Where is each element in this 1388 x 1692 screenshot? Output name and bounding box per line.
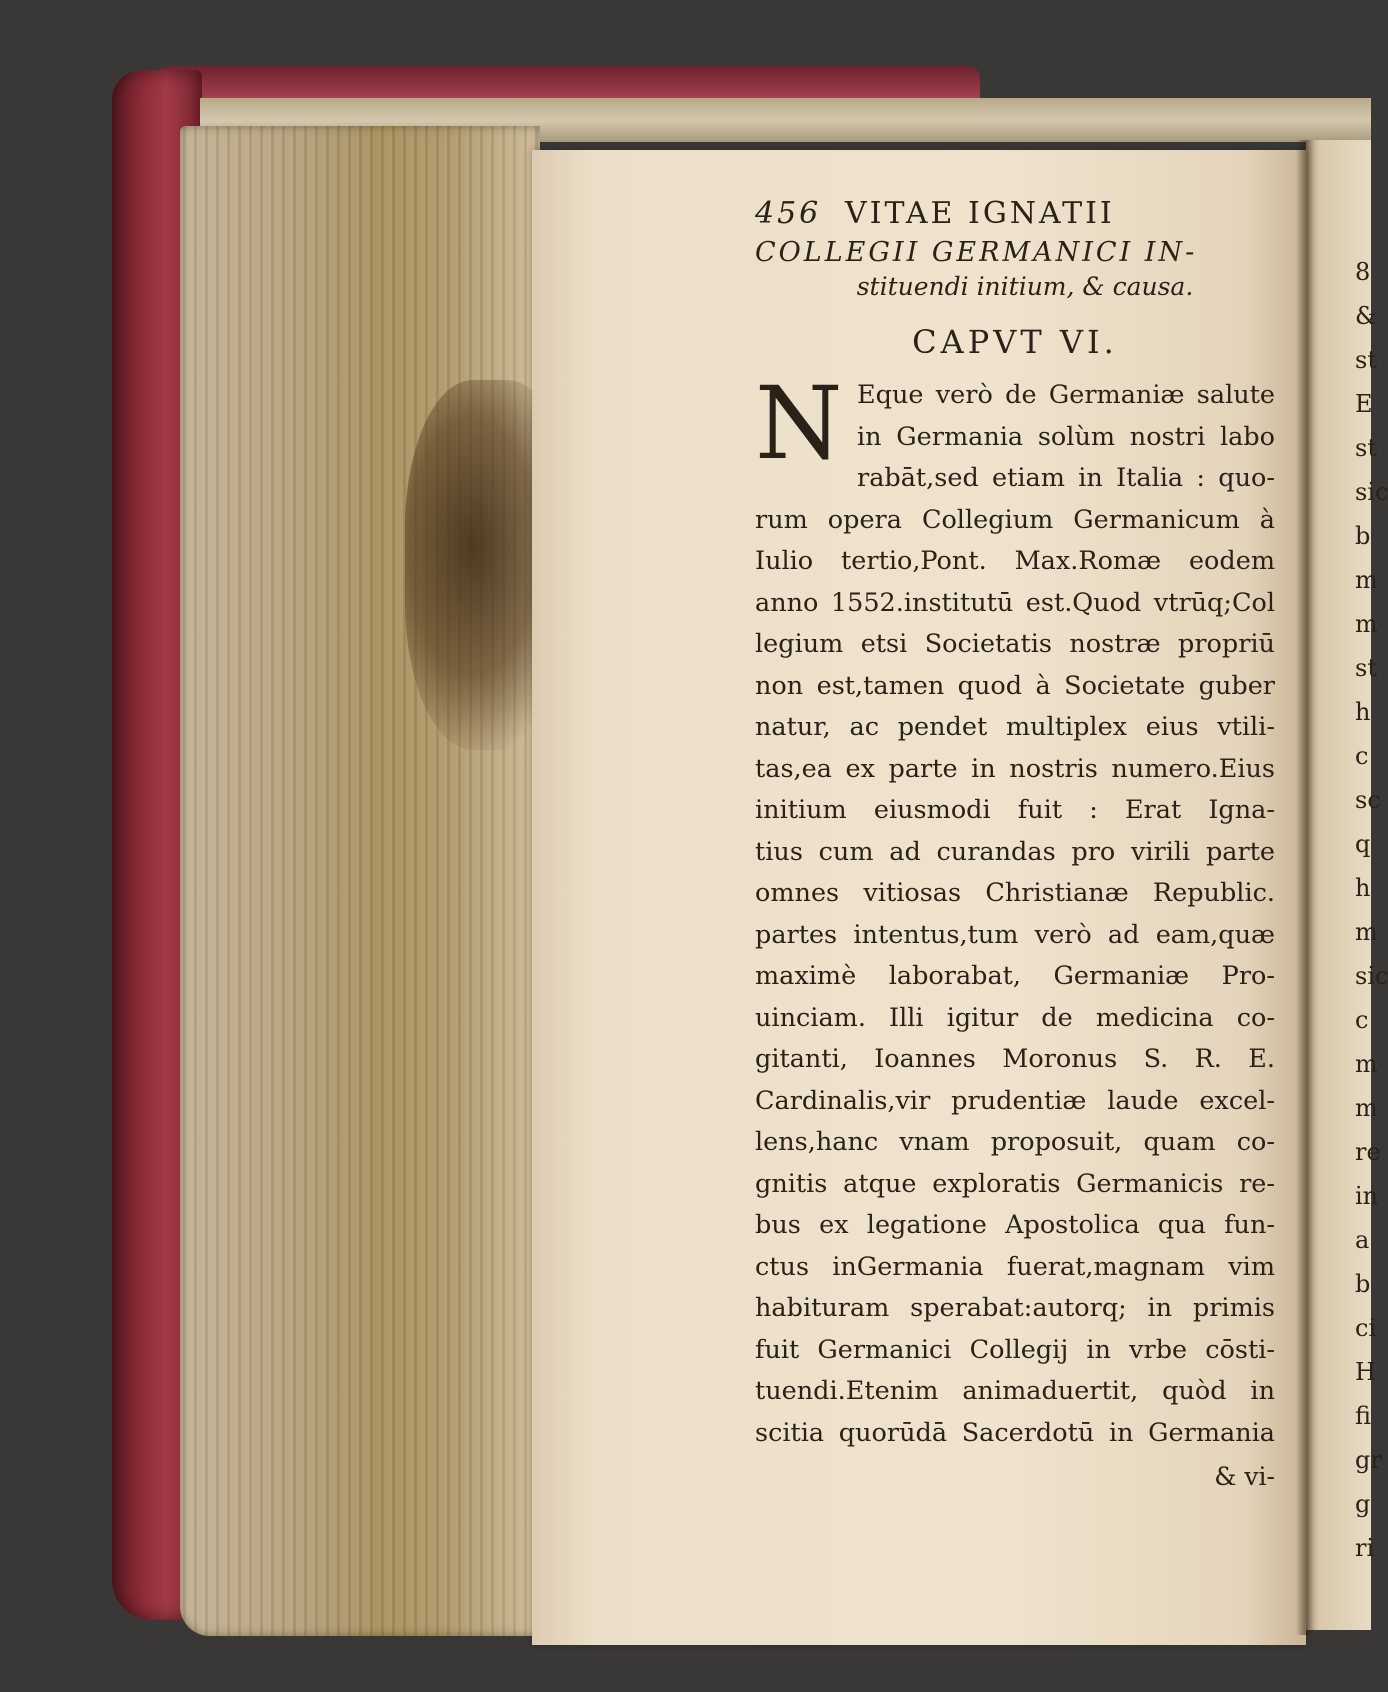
- body-text: [755, 365, 1275, 1498]
- page-text: [755, 196, 1275, 1498]
- body-line: non est,tamen quod à Societate guber: [755, 670, 1275, 701]
- next-page-fragment: c: [1355, 1006, 1369, 1034]
- body-line: habituram sperabat:autorq; in primis: [755, 1293, 1275, 1323]
- next-page-fragment: m: [1355, 610, 1378, 638]
- body-line: tas,ea ex parte in nostris numero.Eius: [755, 753, 1275, 784]
- next-page-fragment: st: [1355, 434, 1377, 462]
- next-page-fragment: sic: [1355, 478, 1388, 506]
- body-line: scitia quorūdā Sacerdotū in Germania: [755, 1417, 1275, 1448]
- page-fore-edge: [180, 126, 540, 1636]
- next-page-fragment: sc: [1355, 786, 1381, 814]
- page-number: 456: [755, 196, 822, 231]
- body-line: omnes vitiosas Christianæ Republic.: [755, 878, 1275, 908]
- next-page-fragment: g: [1355, 1490, 1371, 1518]
- body-line: lens,hanc vnam proposuit, quam co-: [755, 1127, 1275, 1157]
- chapter-heading: CAPVT VI.: [912, 323, 1118, 361]
- body-line: Eque verò de Germaniæ salute: [857, 380, 1275, 410]
- next-page-fragment: gr: [1355, 1446, 1382, 1474]
- body-line: rabāt,sed etiam in Italia : quo-: [857, 463, 1275, 493]
- next-page-fragment: h: [1355, 874, 1371, 902]
- body-line: legium etsi Societatis nostræ propriū: [755, 629, 1275, 659]
- body-line: initium eiusmodi fuit : Erat Igna-: [755, 795, 1275, 825]
- next-page-fragment: h: [1355, 698, 1371, 726]
- next-page-fragment: fi: [1355, 1402, 1372, 1430]
- next-page-fragment: sic: [1355, 962, 1388, 990]
- next-page-fragment: c: [1355, 742, 1369, 770]
- subtitle-line-2: stituendi initium, & causa.: [856, 272, 1194, 301]
- next-page-fragment: m: [1355, 918, 1378, 946]
- next-page-fragment: st: [1355, 654, 1377, 682]
- body-line: fuit Germanici Collegij in vrbe cōsti-: [755, 1334, 1275, 1365]
- next-page-fragment: H: [1355, 1358, 1376, 1386]
- running-title: VITAE IGNATII: [845, 196, 1115, 231]
- body-line: bus ex legatione Apostolica qua fun-: [755, 1210, 1275, 1240]
- body-line: rum opera Collegium Germanicum à: [755, 504, 1275, 535]
- page-header: [755, 196, 1275, 231]
- next-page-fragment: q: [1355, 830, 1371, 858]
- next-page-fragment: a: [1355, 1226, 1370, 1254]
- next-page-fragment: st: [1355, 346, 1377, 374]
- drop-cap: N: [755, 365, 843, 482]
- body-line: partes intentus,tum verò ad eam,quæ: [755, 919, 1275, 950]
- next-page-fragment: b: [1355, 1270, 1371, 1298]
- body-line: natur, ac pendet multiplex eius vtili-: [755, 712, 1275, 742]
- body-line: tuendi.Etenim animaduertit, quòd in: [755, 1376, 1275, 1406]
- next-page-fragment: b: [1355, 522, 1371, 550]
- body-line: Iulio tertio,Pont. Max.Romæ eodem: [755, 546, 1275, 576]
- body-line: ctus inGermania fuerat,magnam vim: [755, 1251, 1275, 1282]
- next-page-fragment: ci: [1355, 1314, 1377, 1342]
- next-page-fragment: 8: [1355, 258, 1371, 286]
- next-page-fragment: m: [1355, 1094, 1378, 1122]
- body-line: uinciam. Illi igitur de medicina co-: [755, 1002, 1275, 1033]
- body-line: gitanti, Ioannes Moronus S. R. E.: [755, 1044, 1275, 1074]
- next-page-fragment: m: [1355, 566, 1378, 594]
- body-line: maximè laborabat, Germaniæ Pro-: [755, 961, 1275, 991]
- body-line: gnitis atque exploratis Germanicis re-: [755, 1168, 1275, 1199]
- body-line: Cardinalis,vir prudentiæ laude excel-: [755, 1085, 1275, 1116]
- body-line: in Germania solùm nostri labo: [857, 421, 1275, 452]
- next-page-fragment: ri: [1355, 1534, 1375, 1562]
- next-page-fragment: E: [1355, 390, 1373, 418]
- catchword: & vi-: [1214, 1462, 1275, 1491]
- gutter-shadow: [1296, 140, 1314, 1635]
- next-page-fragment: m: [1355, 1050, 1378, 1078]
- subtitle-line-1: COLLEGII GERMANICI IN-: [755, 237, 1198, 268]
- next-page-fragment: in: [1355, 1182, 1379, 1210]
- body-line: tius cum ad curandas pro virili parte: [755, 836, 1275, 867]
- next-page-text-fragments: [1355, 250, 1388, 1570]
- next-page-fragment: re: [1355, 1138, 1381, 1166]
- body-line: anno 1552.institutū est.Quod vtrūq;Col: [755, 587, 1275, 618]
- next-page-fragment: &: [1355, 302, 1377, 330]
